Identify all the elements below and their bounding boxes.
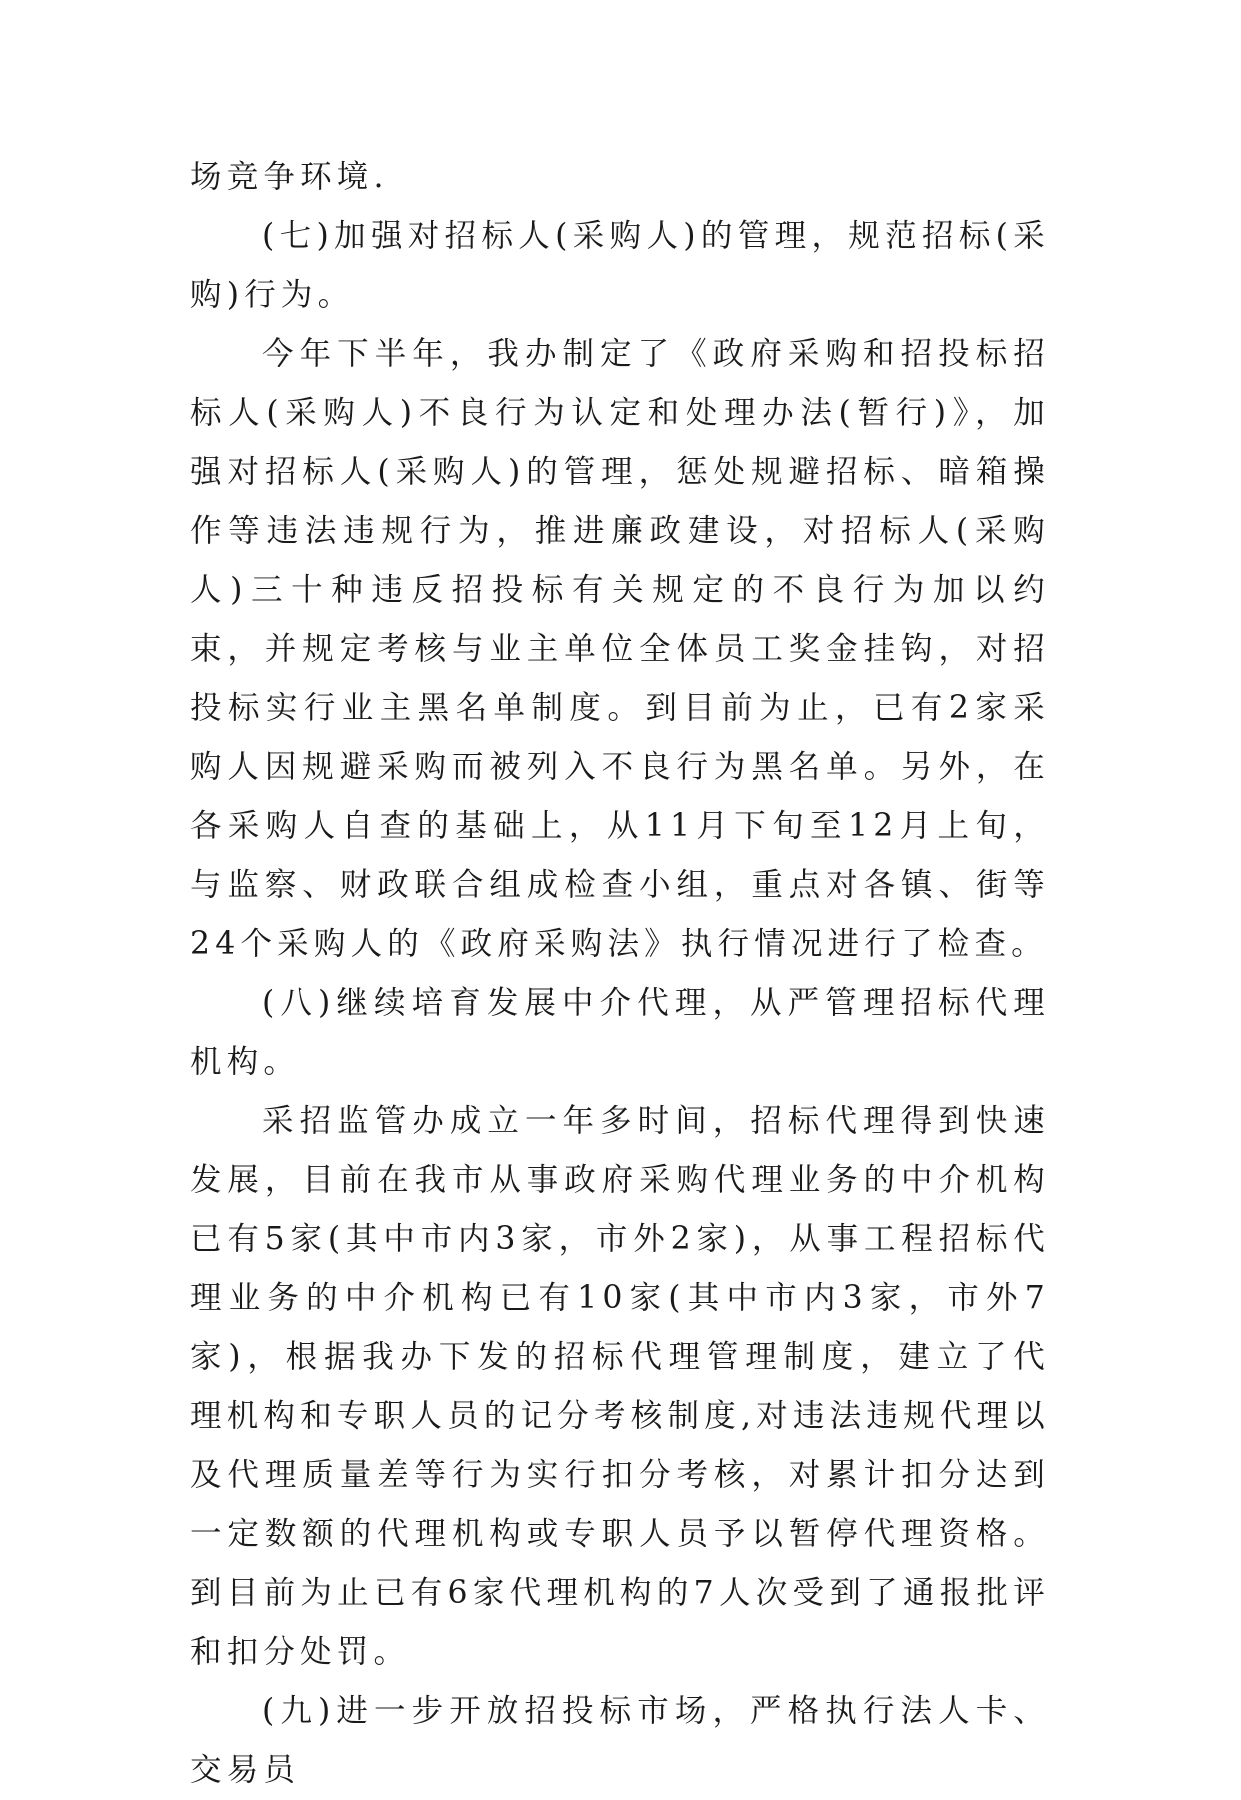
paragraph-bidder-management: 今年下半年，我办制定了《政府采购和招投标招标人(采购人)不良行为认定和处理办法(暂行)》，加强对招标人(采购人)的管理，惩处规避招标、暗箱操作等违法违规行为，推进廉政建设，对招标人(采购人)三十种违反招投标有关规定的不良行为加以约束，并规定考核与业主单位全体员工奖金挂钩，对招投标实行业主黑名单制度。到目前为止，已有2家采购人因规避采购而被列入不良行为黑名单。另外，在各采购人自查的基础上，从11月下旬至12月上旬，与监察、财政联合组成检查小组，重点对各镇、街等24个采购人的《政府采购法》执行情况进行了检查。 [190, 336, 1050, 962]
paragraph-continuation: 场竞争环境. [190, 159, 389, 195]
paragraph-agency-management: 采招监管办成立一年多时间，招标代理得到快速发展，目前在我市从事政府采购代理业务的中介机构已有5家(其中市内3家，市外2家)，从事工程招标代理业务的中介机构已有10家(其中市内3家，市外7家)，根据我办下发的招标代理管理制度，建立了代理机构和专职人员的记分考核制度,对违法违规代理以及代理质量差等行为实行扣分考核，对累计扣分达到一定数额的代理机构或专职人员予以暂停代理资格。到目前为止已有6家代理机构的7人次受到了通报批评和扣分处罚。 [190, 1103, 1050, 1670]
section-heading-8: (八)继续培育发展中介代理，从严管理招标代理机构。 [190, 985, 1050, 1080]
document-body [190, 148, 1050, 1800]
section-heading-9: (九)进一步开放招投标市场，严格执行法人卡、交易员 [190, 1693, 1050, 1788]
section-heading-7: (七)加强对招标人(采购人)的管理，规范招标(采购)行为。 [190, 218, 1050, 313]
